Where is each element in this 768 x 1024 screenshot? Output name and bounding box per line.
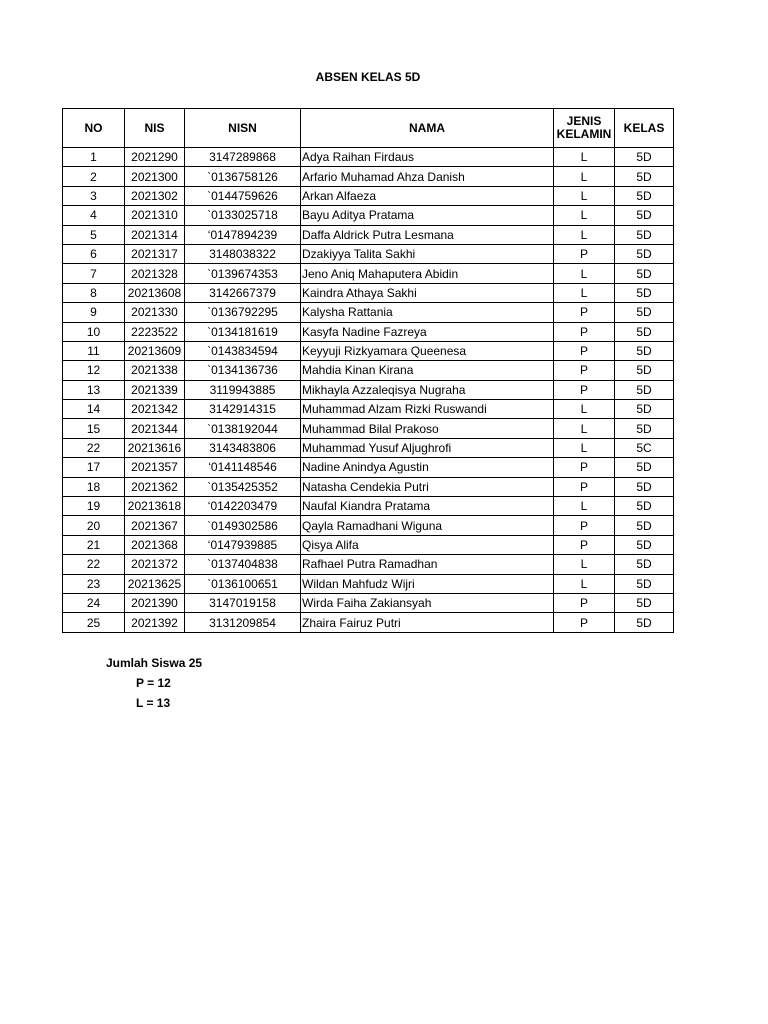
cell-no: 2 <box>63 167 125 186</box>
cell-nisn: 3119943885 <box>185 380 301 399</box>
cell-nis: 2021344 <box>125 419 185 438</box>
table-row <box>63 458 674 477</box>
cell-kelas: 5D <box>615 516 674 535</box>
cell-nis: 2021390 <box>125 593 185 612</box>
cell-no: 3 <box>63 186 125 205</box>
cell-jenis-kelamin: L <box>554 438 615 457</box>
table-body <box>63 148 674 633</box>
cell-kelas: 5D <box>615 497 674 516</box>
cell-kelas: 5D <box>615 555 674 574</box>
cell-jenis-kelamin: P <box>554 361 615 380</box>
table-row <box>63 535 674 554</box>
cell-jenis-kelamin: P <box>554 593 615 612</box>
cell-no: 9 <box>63 303 125 322</box>
cell-nis: 2021338 <box>125 361 185 380</box>
cell-no: 22 <box>63 438 125 457</box>
header-no: NO <box>63 109 125 148</box>
cell-nisn: 3131209854 <box>185 613 301 632</box>
cell-no: 11 <box>63 341 125 360</box>
cell-jenis-kelamin: P <box>554 535 615 554</box>
cell-nama: Muhammad Yusuf Aljughrofi <box>301 438 554 457</box>
cell-nama: Natasha Cendekia Putri <box>301 477 554 496</box>
cell-nisn: `0144759626 <box>185 186 301 205</box>
header-jenis-kelamin: JENIS KELAMIN <box>554 109 615 148</box>
cell-kelas: 5D <box>615 535 674 554</box>
cell-jenis-kelamin: L <box>554 419 615 438</box>
cell-nis: 2021372 <box>125 555 185 574</box>
cell-nis: 2021392 <box>125 613 185 632</box>
cell-no: 6 <box>63 244 125 263</box>
summary <box>106 653 202 713</box>
cell-kelas: 5D <box>615 244 674 263</box>
cell-nis: 2021314 <box>125 225 185 244</box>
cell-nis: 2021368 <box>125 535 185 554</box>
cell-nama: Jeno Aniq Mahaputera Abidin <box>301 264 554 283</box>
cell-kelas: 5D <box>615 613 674 632</box>
cell-no: 15 <box>63 419 125 438</box>
cell-nisn: `0136100651 <box>185 574 301 593</box>
table-row <box>63 613 674 632</box>
cell-nisn: ‘0141148546 <box>185 458 301 477</box>
cell-nama: Wildan Mahfudz Wijri <box>301 574 554 593</box>
cell-no: 1 <box>63 148 125 167</box>
cell-nisn: 3143483806 <box>185 438 301 457</box>
cell-nama: Daffa Aldrick Putra Lesmana <box>301 225 554 244</box>
cell-kelas: 5D <box>615 341 674 360</box>
cell-nis: 2021357 <box>125 458 185 477</box>
cell-nisn: `0135425352 <box>185 477 301 496</box>
header-kelas: KELAS <box>615 109 674 148</box>
cell-nisn: `0139674353 <box>185 264 301 283</box>
cell-nisn: ‘0147939885 <box>185 535 301 554</box>
cell-kelas: 5D <box>615 225 674 244</box>
header-nama: NAMA <box>301 109 554 148</box>
cell-no: 22 <box>63 555 125 574</box>
cell-jenis-kelamin: P <box>554 477 615 496</box>
table-row <box>63 361 674 380</box>
cell-nisn: `0136758126 <box>185 167 301 186</box>
cell-nisn: `0143834594 <box>185 341 301 360</box>
table-row <box>63 516 674 535</box>
table-row <box>63 283 674 302</box>
cell-kelas: 5D <box>615 167 674 186</box>
cell-nama: Arfario Muhamad Ahza Danish <box>301 167 554 186</box>
cell-nama: Adya Raihan Firdaus <box>301 148 554 167</box>
cell-no: 13 <box>63 380 125 399</box>
cell-no: 19 <box>63 497 125 516</box>
cell-jenis-kelamin: L <box>554 206 615 225</box>
cell-nis: 2021362 <box>125 477 185 496</box>
cell-nisn: `0137404838 <box>185 555 301 574</box>
header-nis: NIS <box>125 109 185 148</box>
cell-no: 20 <box>63 516 125 535</box>
cell-nis: 20213625 <box>125 574 185 593</box>
cell-nisn: `0134181619 <box>185 322 301 341</box>
cell-kelas: 5D <box>615 400 674 419</box>
cell-jenis-kelamin: L <box>554 497 615 516</box>
cell-jenis-kelamin: P <box>554 303 615 322</box>
cell-nama: Kalysha Rattania <box>301 303 554 322</box>
cell-jenis-kelamin: P <box>554 516 615 535</box>
cell-nis: 2021300 <box>125 167 185 186</box>
cell-jenis-kelamin: P <box>554 341 615 360</box>
cell-kelas: 5D <box>615 148 674 167</box>
cell-kelas: 5D <box>615 322 674 341</box>
cell-no: 18 <box>63 477 125 496</box>
header-nisn: NISN <box>185 109 301 148</box>
table-row <box>63 322 674 341</box>
cell-no: 8 <box>63 283 125 302</box>
cell-kelas: 5D <box>615 574 674 593</box>
cell-kelas: 5D <box>615 361 674 380</box>
cell-jenis-kelamin: L <box>554 400 615 419</box>
cell-nisn: 3142667379 <box>185 283 301 302</box>
cell-nis: 2021339 <box>125 380 185 399</box>
cell-jenis-kelamin: L <box>554 574 615 593</box>
table-header-row <box>63 109 674 148</box>
cell-nisn: 3147019158 <box>185 593 301 612</box>
table-row <box>63 555 674 574</box>
cell-nisn: `0138192044 <box>185 419 301 438</box>
cell-nama: Keyyuji Rizkyamara Queenesa <box>301 341 554 360</box>
cell-nama: Mahdia Kinan Kirana <box>301 361 554 380</box>
cell-kelas: 5D <box>615 380 674 399</box>
cell-nama: Nadine Anindya Agustin <box>301 458 554 477</box>
page-title: ABSEN KELAS 5D <box>315 70 421 84</box>
cell-no: 10 <box>63 322 125 341</box>
cell-nama: Rafhael Putra Ramadhan <box>301 555 554 574</box>
cell-nis: 2021290 <box>125 148 185 167</box>
cell-no: 4 <box>63 206 125 225</box>
cell-no: 23 <box>63 574 125 593</box>
cell-jenis-kelamin: P <box>554 244 615 263</box>
cell-nama: Muhammad Alzam Rizki Ruswandi <box>301 400 554 419</box>
cell-nama: Wirda Faiha Zakiansyah <box>301 593 554 612</box>
cell-nama: Zhaira Fairuz Putri <box>301 613 554 632</box>
cell-jenis-kelamin: L <box>554 148 615 167</box>
cell-nis: 2021328 <box>125 264 185 283</box>
cell-no: 5 <box>63 225 125 244</box>
cell-nis: 2223522 <box>125 322 185 341</box>
table-row <box>63 206 674 225</box>
cell-no: 14 <box>63 400 125 419</box>
table-row <box>63 400 674 419</box>
cell-nis: 2021317 <box>125 244 185 263</box>
cell-jenis-kelamin: P <box>554 322 615 341</box>
cell-kelas: 5D <box>615 264 674 283</box>
cell-jenis-kelamin: L <box>554 283 615 302</box>
cell-kelas: 5D <box>615 458 674 477</box>
cell-nisn: 3142914315 <box>185 400 301 419</box>
table-row <box>63 477 674 496</box>
cell-jenis-kelamin: P <box>554 458 615 477</box>
table-row <box>63 264 674 283</box>
cell-nama: Kasyfa Nadine Fazreya <box>301 322 554 341</box>
cell-no: 7 <box>63 264 125 283</box>
table-row <box>63 225 674 244</box>
cell-nama: Qisya Alifa <box>301 535 554 554</box>
cell-jenis-kelamin: L <box>554 186 615 205</box>
cell-jenis-kelamin: P <box>554 613 615 632</box>
cell-no: 25 <box>63 613 125 632</box>
cell-nisn: ‘0142203479 <box>185 497 301 516</box>
cell-nis: 20213609 <box>125 341 185 360</box>
cell-nis: 20213618 <box>125 497 185 516</box>
summary-total: Jumlah Siswa 25 <box>106 656 203 670</box>
table-row <box>63 497 674 516</box>
cell-kelas: 5D <box>615 477 674 496</box>
cell-no: 12 <box>63 361 125 380</box>
table-row <box>63 574 674 593</box>
cell-no: 17 <box>63 458 125 477</box>
table-row <box>63 438 674 457</box>
cell-nisn: `0133025718 <box>185 206 301 225</box>
cell-jenis-kelamin: L <box>554 264 615 283</box>
cell-nis: 2021342 <box>125 400 185 419</box>
table-row <box>63 303 674 322</box>
cell-jenis-kelamin: L <box>554 225 615 244</box>
cell-no: 21 <box>63 535 125 554</box>
table-row <box>63 167 674 186</box>
cell-nis: 2021330 <box>125 303 185 322</box>
table-row <box>63 341 674 360</box>
cell-kelas: 5C <box>615 438 674 457</box>
cell-nis: 2021302 <box>125 186 185 205</box>
cell-nisn: `0134136736 <box>185 361 301 380</box>
cell-nisn: 3147289868 <box>185 148 301 167</box>
cell-kelas: 5D <box>615 206 674 225</box>
table-row <box>63 186 674 205</box>
cell-nama: Bayu Aditya Pratama <box>301 206 554 225</box>
cell-nisn: 3148038322 <box>185 244 301 263</box>
cell-nis: 2021310 <box>125 206 185 225</box>
cell-nis: 20213616 <box>125 438 185 457</box>
cell-kelas: 5D <box>615 303 674 322</box>
cell-nama: Mikhayla Azzaleqisya Nugraha <box>301 380 554 399</box>
cell-no: 24 <box>63 593 125 612</box>
cell-nisn: ‘0147894239 <box>185 225 301 244</box>
cell-nisn: `0136792295 <box>185 303 301 322</box>
cell-nama: Naufal Kiandra Pratama <box>301 497 554 516</box>
cell-kelas: 5D <box>615 593 674 612</box>
cell-nama: Kaindra Athaya Sakhi <box>301 283 554 302</box>
cell-kelas: 5D <box>615 283 674 302</box>
summary-female: P = 12 <box>136 676 171 690</box>
summary-male: L = 13 <box>136 696 171 710</box>
cell-nis: 2021367 <box>125 516 185 535</box>
cell-nisn: `0149302586 <box>185 516 301 535</box>
table-row <box>63 244 674 263</box>
table-row <box>63 380 674 399</box>
cell-jenis-kelamin: L <box>554 555 615 574</box>
cell-nama: Dzakiyya Talita Sakhi <box>301 244 554 263</box>
table-row <box>63 593 674 612</box>
cell-nama: Qayla Ramadhani Wiguna <box>301 516 554 535</box>
cell-kelas: 5D <box>615 186 674 205</box>
table-row <box>63 148 674 167</box>
cell-kelas: 5D <box>615 419 674 438</box>
cell-jenis-kelamin: P <box>554 380 615 399</box>
attendance-table <box>62 108 674 633</box>
cell-nis: 20213608 <box>125 283 185 302</box>
table-row <box>63 419 674 438</box>
cell-jenis-kelamin: L <box>554 167 615 186</box>
cell-nama: Muhammad Bilal Prakoso <box>301 419 554 438</box>
cell-nama: Arkan Alfaeza <box>301 186 554 205</box>
